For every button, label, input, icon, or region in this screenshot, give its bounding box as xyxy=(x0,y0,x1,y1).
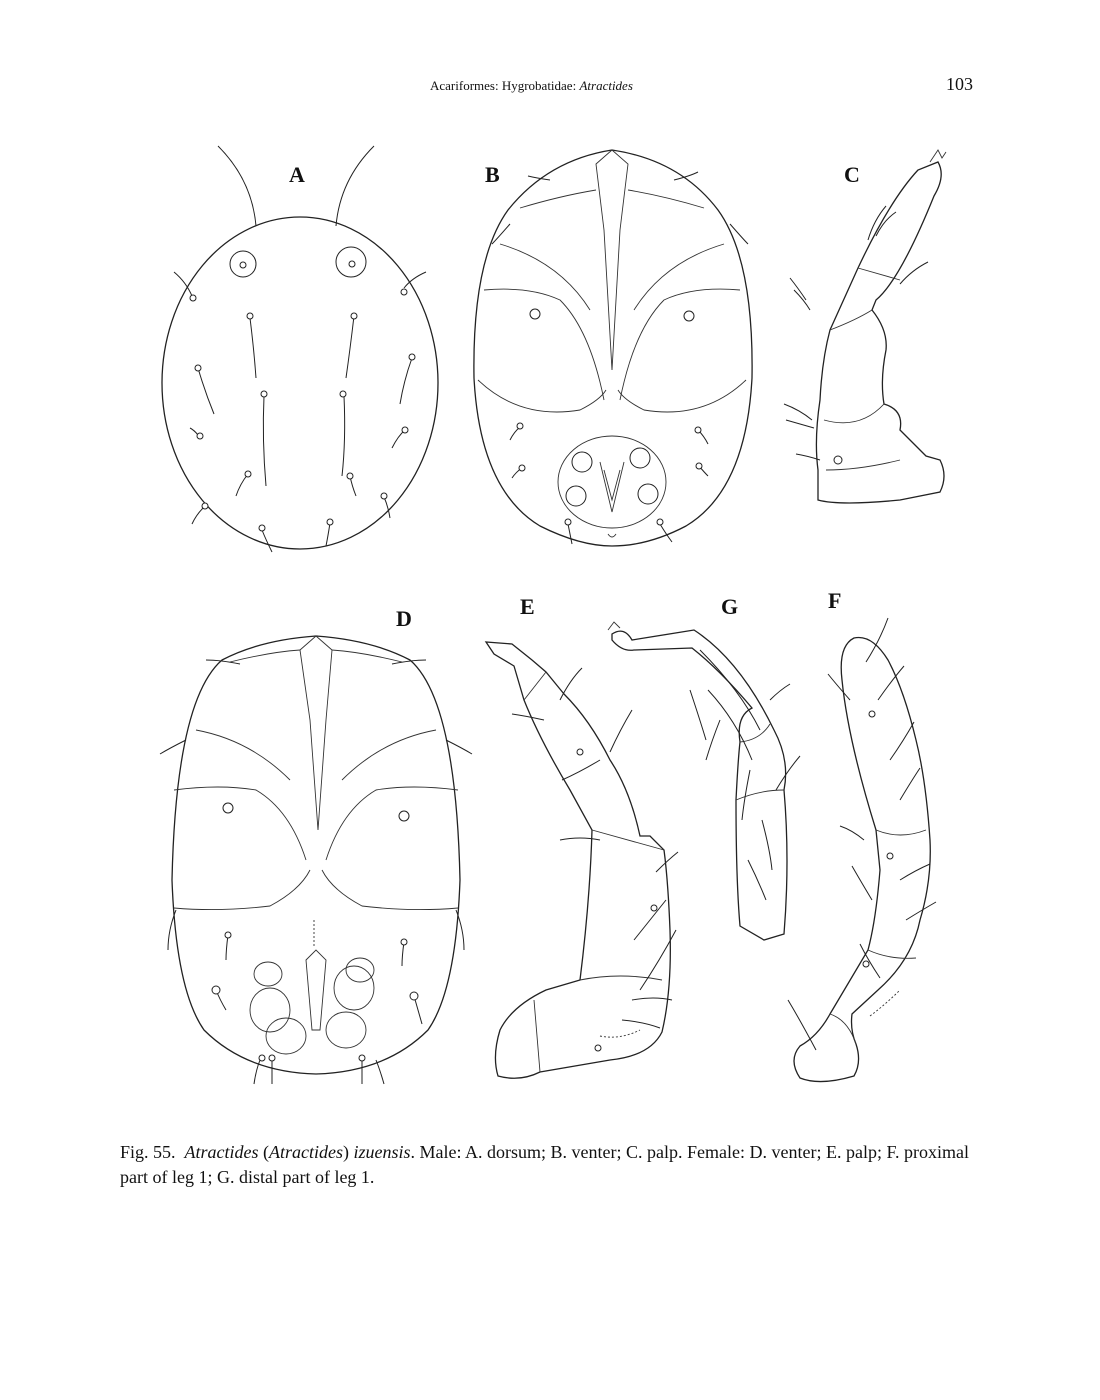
panel-label-f: F xyxy=(828,588,842,613)
panel-label-g: G xyxy=(721,594,739,619)
panel-f-proximal-leg-drawing xyxy=(788,618,936,1082)
panel-b-male-venter-drawing xyxy=(474,150,752,546)
panel-g-distal-leg-drawing xyxy=(608,622,800,940)
running-header-genus: Atractides xyxy=(579,78,633,93)
caption-species: izuensis xyxy=(353,1142,411,1162)
caption-genus: Atractides xyxy=(184,1142,259,1162)
panel-label-d: D xyxy=(396,606,412,631)
caption-subgenus-close: ) xyxy=(343,1142,354,1162)
figure-caption xyxy=(120,1140,980,1190)
running-header-prefix: Acariformes: Hygrobatidae: xyxy=(430,78,580,93)
panel-d-female-venter-drawing xyxy=(160,636,472,1084)
caption-description: . Male: A. dorsum; B. venter; C. palp. Female: D. venter; E. palp; F. proximal part of leg 1; G. distal part of leg 1. xyxy=(120,1142,969,1187)
panel-label-a: A xyxy=(289,162,305,187)
panel-label-e: E xyxy=(520,594,535,619)
caption-subgenus-open: ( xyxy=(258,1142,270,1162)
caption-fig-number: Fig. 55. xyxy=(120,1142,176,1162)
panel-c-male-palp-drawing xyxy=(784,150,946,503)
page-number: 103 xyxy=(946,74,973,94)
panel-label-b: B xyxy=(485,162,500,187)
caption-subgenus: Atractides xyxy=(269,1142,344,1162)
panel-a-dorsum-drawing xyxy=(162,146,438,552)
panel-label-c: C xyxy=(844,162,860,187)
panel-e-female-palp-drawing xyxy=(486,642,678,1078)
